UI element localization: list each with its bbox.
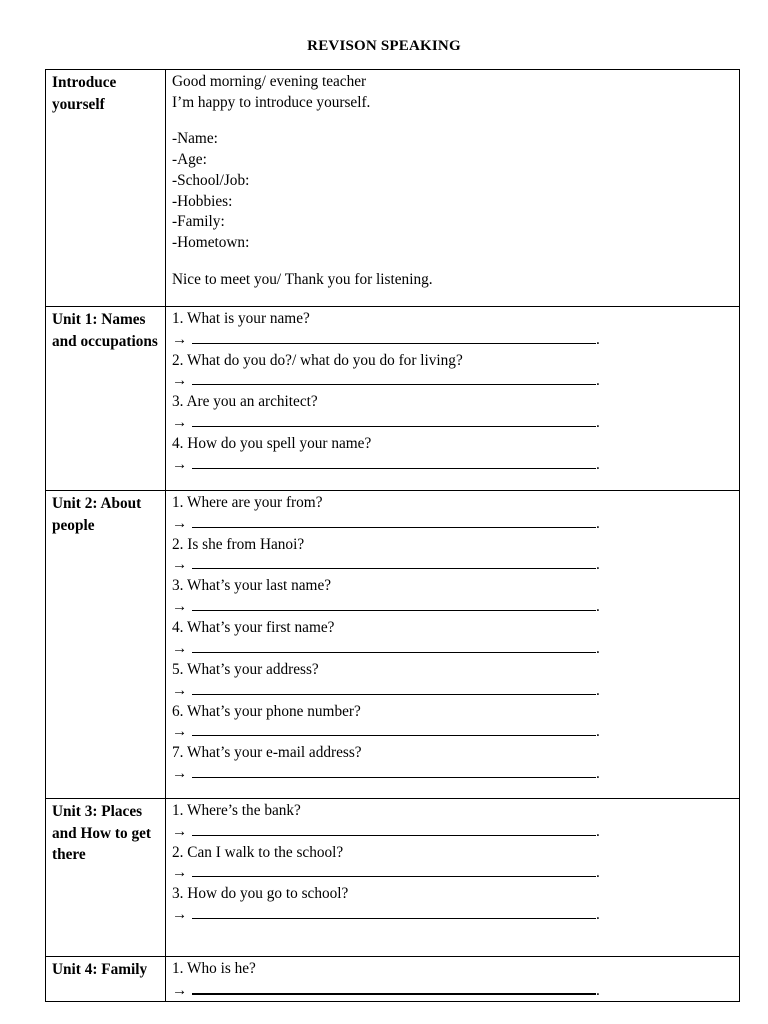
- arrow-icon: →: [172, 822, 188, 840]
- answer-period: .: [596, 330, 600, 348]
- info-field: -Age:: [172, 151, 207, 169]
- answer-line[interactable]: [172, 681, 734, 702]
- arrow-icon: →: [172, 414, 188, 432]
- row-label: Unit 3: Places and How to get there: [46, 799, 166, 957]
- row-label: Unit 2: About people: [46, 491, 166, 799]
- answer-period: .: [596, 639, 600, 657]
- info-field: -Hometown:: [172, 233, 250, 251]
- arrow-icon: →: [172, 981, 188, 999]
- answer-line[interactable]: [172, 514, 734, 535]
- arrow-icon: →: [172, 681, 188, 699]
- arrow-icon: →: [172, 372, 188, 390]
- arrow-icon: →: [172, 330, 188, 348]
- answer-line[interactable]: [172, 330, 734, 351]
- question: 2. Is she from Hanoi?: [172, 535, 305, 553]
- question: 5. What’s your address?: [172, 660, 319, 678]
- closing-line: Nice to meet you/ Thank you for listening.: [172, 270, 433, 288]
- answer-period: .: [596, 906, 600, 924]
- answer-blank[interactable]: [192, 555, 596, 569]
- answer-line[interactable]: [172, 764, 734, 785]
- answer-blank[interactable]: [192, 514, 596, 528]
- question: 1. Where are your from?: [172, 494, 323, 511]
- answer-blank[interactable]: [192, 905, 596, 919]
- answer-blank[interactable]: [192, 863, 596, 877]
- table-row: [46, 799, 740, 957]
- info-field: -Name:: [172, 130, 218, 148]
- answer-period: .: [596, 598, 600, 616]
- row-label: Unit 1: Names and occupations: [46, 307, 166, 491]
- answer-period: .: [596, 455, 600, 473]
- row-content: [166, 491, 740, 799]
- answer-line[interactable]: [172, 863, 734, 884]
- question: 4. How do you spell your name?: [172, 435, 372, 453]
- answer-blank[interactable]: [192, 413, 596, 427]
- row-label: Introduce yourself: [46, 70, 166, 307]
- table-row: [46, 491, 740, 799]
- answer-period: .: [596, 981, 600, 999]
- answer-line[interactable]: [172, 639, 734, 660]
- arrow-icon: →: [172, 598, 188, 616]
- row-label: Unit 4: Family: [46, 957, 166, 1002]
- arrow-icon: →: [172, 906, 188, 924]
- question: 3. How do you go to school?: [172, 885, 349, 903]
- arrow-icon: →: [172, 864, 188, 882]
- answer-line[interactable]: [172, 980, 734, 1001]
- answer-blank[interactable]: [192, 597, 596, 611]
- answer-line[interactable]: [172, 722, 734, 743]
- answer-blank[interactable]: [192, 822, 596, 836]
- greeting-line: I’m happy to introduce yourself.: [172, 93, 371, 111]
- row-content: [166, 70, 740, 307]
- row-content: [166, 957, 740, 1002]
- row-content: [166, 307, 740, 491]
- greeting-line: Good morning/ evening teacher: [172, 73, 367, 90]
- answer-period: .: [596, 723, 600, 741]
- row-content: [166, 799, 740, 957]
- answer-blank[interactable]: [192, 639, 596, 653]
- answer-line[interactable]: [172, 822, 734, 843]
- info-field: -Family:: [172, 213, 225, 231]
- answer-blank[interactable]: [192, 455, 596, 469]
- info-field: -School/Job:: [172, 171, 250, 189]
- spacer: [172, 254, 734, 270]
- question: 1. Where’s the bank?: [172, 802, 301, 819]
- answer-period: .: [596, 414, 600, 432]
- question: 3. What’s your last name?: [172, 577, 332, 595]
- answer-line[interactable]: [172, 455, 734, 476]
- arrow-icon: →: [172, 639, 188, 657]
- answer-line[interactable]: [172, 413, 734, 434]
- table-row: [46, 70, 740, 307]
- answer-period: .: [596, 514, 600, 532]
- arrow-icon: →: [172, 455, 188, 473]
- page-title: REVISON SPEAKING: [307, 38, 461, 54]
- arrow-icon: →: [172, 764, 188, 782]
- answer-blank[interactable]: [192, 722, 596, 736]
- table-row: [46, 307, 740, 491]
- answer-period: .: [596, 556, 600, 574]
- answer-period: .: [596, 864, 600, 882]
- answer-line[interactable]: [172, 597, 734, 618]
- answer-line[interactable]: [172, 371, 734, 392]
- question: 7. What’s your e-mail address?: [172, 744, 362, 762]
- answer-period: .: [596, 372, 600, 390]
- answer-line[interactable]: [172, 905, 734, 926]
- answer-blank[interactable]: [192, 980, 596, 995]
- question: 2. Can I walk to the school?: [172, 843, 344, 861]
- question: 4. What’s your first name?: [172, 619, 335, 637]
- arrow-icon: →: [172, 514, 188, 532]
- question: 3. Are you an architect?: [172, 393, 318, 411]
- answer-line[interactable]: [172, 555, 734, 576]
- answer-blank[interactable]: [192, 330, 596, 344]
- question: 1. Who is he?: [172, 960, 256, 977]
- question: 1. What is your name?: [172, 310, 310, 327]
- answer-period: .: [596, 681, 600, 699]
- info-field: -Hobbies:: [172, 192, 233, 210]
- answer-period: .: [596, 822, 600, 840]
- question: 2. What do you do?/ what do you do for living?: [172, 351, 463, 369]
- answer-blank[interactable]: [192, 764, 596, 778]
- arrow-icon: →: [172, 556, 188, 574]
- spacer: [172, 113, 734, 129]
- answer-blank[interactable]: [192, 681, 596, 695]
- revision-table: [45, 69, 740, 1002]
- question: 6. What’s your phone number?: [172, 702, 361, 720]
- answer-period: .: [596, 764, 600, 782]
- arrow-icon: →: [172, 723, 188, 741]
- table-row: [46, 957, 740, 1002]
- answer-blank[interactable]: [192, 371, 596, 385]
